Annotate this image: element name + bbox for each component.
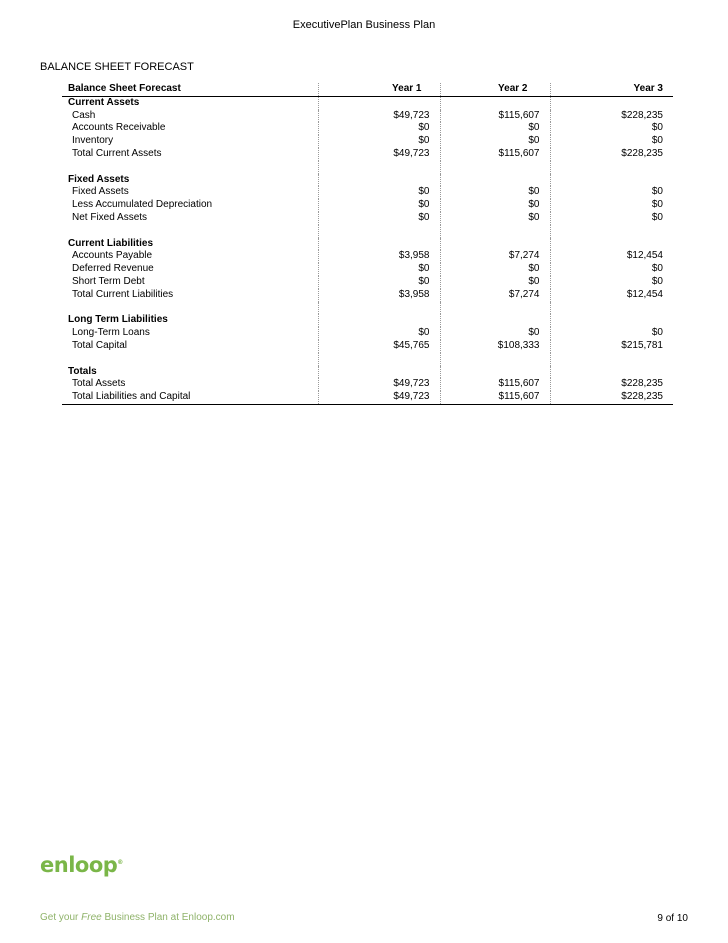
spacer-cell [62, 302, 318, 315]
row-label: Accounts Payable [72, 250, 153, 262]
year-1-value: $49,723 [318, 148, 440, 161]
table-row [62, 212, 673, 225]
year-3-value: $0 [550, 135, 673, 148]
year-1-value: $45,765 [318, 340, 440, 353]
page-number [657, 913, 688, 924]
table-body [62, 96, 673, 404]
table-row [62, 199, 673, 212]
group-title: Long Term Liabilities [68, 314, 168, 326]
table-row [62, 263, 673, 276]
year-2-value: $7,274 [440, 250, 550, 263]
empty-cell [550, 238, 673, 251]
row-label: Short Term Debt [72, 275, 145, 287]
page-total: 10 [676, 913, 688, 924]
year-2-value: $0 [440, 276, 550, 289]
logo-text: enloop [40, 853, 118, 877]
group-header-row [62, 174, 673, 187]
spacer-cell [318, 225, 440, 238]
year-2-value: $0 [440, 212, 550, 225]
spacer-row [62, 161, 673, 174]
year-3-value: $0 [550, 327, 673, 340]
year-2-value: $0 [440, 135, 550, 148]
row-label: Long-Term Loans [72, 327, 150, 339]
year-1-value: $0 [318, 122, 440, 135]
row-label: Fixed Assets [72, 186, 129, 198]
year-3-value: $0 [550, 199, 673, 212]
year-1-value: $0 [318, 263, 440, 276]
spacer-cell [318, 353, 440, 366]
registered-mark-icon: ® [117, 859, 123, 866]
group-title: Totals [68, 365, 97, 377]
empty-cell [550, 366, 673, 379]
table-row [62, 122, 673, 135]
spacer-cell [62, 353, 318, 366]
year-1-value: $49,723 [318, 391, 440, 404]
year-3-value: $0 [550, 122, 673, 135]
spacer-cell [440, 353, 550, 366]
empty-cell [440, 174, 550, 187]
table-row [62, 148, 673, 161]
document-title: ExecutivePlan Business Plan [292, 19, 436, 31]
spacer-row [62, 302, 673, 315]
empty-cell [550, 314, 673, 327]
spacer-cell [318, 161, 440, 174]
spacer-cell [550, 161, 673, 174]
empty-cell [318, 238, 440, 251]
spacer-cell [440, 161, 550, 174]
table-row [62, 327, 673, 340]
year-2-value: $115,607 [440, 148, 550, 161]
year-3-value: $12,454 [550, 250, 673, 263]
group-header-row [62, 238, 673, 251]
group-title: Current Liabilities [68, 237, 154, 249]
row-label: Total Assets [72, 378, 126, 390]
spacer-cell [550, 302, 673, 315]
table-row [62, 378, 673, 391]
table-row [62, 276, 673, 289]
table-row [62, 391, 673, 404]
empty-cell [318, 96, 440, 109]
section-heading: BALANCE SHEET FORECAST [40, 61, 194, 73]
year-2-value: $115,607 [440, 378, 550, 391]
year-1-value: $0 [318, 186, 440, 199]
year-3-value: $0 [550, 276, 673, 289]
row-label: Total Liabilities and Capital [62, 391, 318, 404]
row-label: Accounts Receivable [72, 122, 166, 134]
group-header-row [62, 366, 673, 379]
year-1-value: $0 [318, 199, 440, 212]
year-2-value: $0 [440, 186, 550, 199]
row-label: Total Current Assets [72, 147, 162, 159]
table-row [62, 110, 673, 123]
year-3-value: $0 [550, 186, 673, 199]
enloop-logo [40, 853, 123, 877]
spacer-cell [440, 302, 550, 315]
year-1-value: $0 [318, 276, 440, 289]
spacer-cell [550, 225, 673, 238]
empty-cell [440, 238, 550, 251]
empty-cell [550, 174, 673, 187]
year-2-value: $0 [440, 327, 550, 340]
row-label: Cash [72, 109, 96, 121]
row-label: Total Current Liabilities [72, 288, 174, 300]
empty-cell [440, 96, 550, 109]
table-header-row [62, 83, 673, 96]
spacer-row [62, 353, 673, 366]
spacer-cell [62, 161, 318, 174]
year-3-value: $228,235 [550, 148, 673, 161]
table-row [62, 135, 673, 148]
footer-link[interactable] [40, 912, 235, 923]
page-of: of [665, 913, 675, 924]
row-label: Less Accumulated Depreciation [72, 199, 213, 211]
year-1-value: $0 [318, 135, 440, 148]
year-2-value: $0 [440, 263, 550, 276]
empty-cell [318, 174, 440, 187]
empty-cell [440, 366, 550, 379]
year-1-value: $49,723 [318, 378, 440, 391]
year-3-value: $228,235 [550, 110, 673, 123]
year-1-value: $3,958 [318, 250, 440, 263]
row-label: Deferred Revenue [72, 263, 154, 275]
empty-cell [318, 314, 440, 327]
column-header-year-2: Year 2 [440, 83, 550, 96]
page-current: 9 [657, 913, 663, 924]
column-header-year-1: Year 1 [318, 83, 440, 96]
table-row [62, 289, 673, 302]
year-3-value: $228,235 [550, 378, 673, 391]
row-label: Total Capital [72, 339, 128, 351]
year-3-value: $0 [550, 212, 673, 225]
spacer-cell [62, 225, 318, 238]
balance-sheet-table [62, 83, 673, 405]
spacer-row [62, 225, 673, 238]
column-header-label: Balance Sheet Forecast [62, 83, 318, 96]
column-header-year-3: Year 3 [550, 83, 673, 96]
year-1-value: $0 [318, 327, 440, 340]
year-3-value: $12,454 [550, 289, 673, 302]
year-1-value: $3,958 [318, 289, 440, 302]
year-2-value: $115,607 [440, 391, 550, 404]
row-label: Net Fixed Assets [72, 211, 148, 223]
year-1-value: $0 [318, 212, 440, 225]
group-header-row [62, 96, 673, 109]
empty-cell [550, 96, 673, 109]
footer-link-suffix: Business Plan at Enloop.com [101, 912, 235, 923]
empty-cell [440, 314, 550, 327]
spacer-cell [550, 353, 673, 366]
footer-link-emphasis: Free [81, 912, 102, 923]
table-row [62, 250, 673, 263]
year-3-value: $215,781 [550, 340, 673, 353]
empty-cell [318, 366, 440, 379]
year-2-value: $108,333 [440, 340, 550, 353]
group-title: Current Assets [68, 96, 140, 108]
table-row [62, 340, 673, 353]
year-1-value: $49,723 [318, 110, 440, 123]
spacer-cell [318, 302, 440, 315]
spacer-cell [440, 225, 550, 238]
row-label: Inventory [72, 135, 114, 147]
year-3-value: $0 [550, 263, 673, 276]
table-row [62, 186, 673, 199]
year-3-value: $228,235 [550, 391, 673, 404]
group-title: Fixed Assets [68, 173, 130, 185]
year-2-value: $0 [440, 199, 550, 212]
footer-link-prefix: Get your [40, 912, 82, 923]
group-header-row [62, 314, 673, 327]
year-2-value: $7,274 [440, 289, 550, 302]
year-2-value: $115,607 [440, 110, 550, 123]
year-2-value: $0 [440, 122, 550, 135]
